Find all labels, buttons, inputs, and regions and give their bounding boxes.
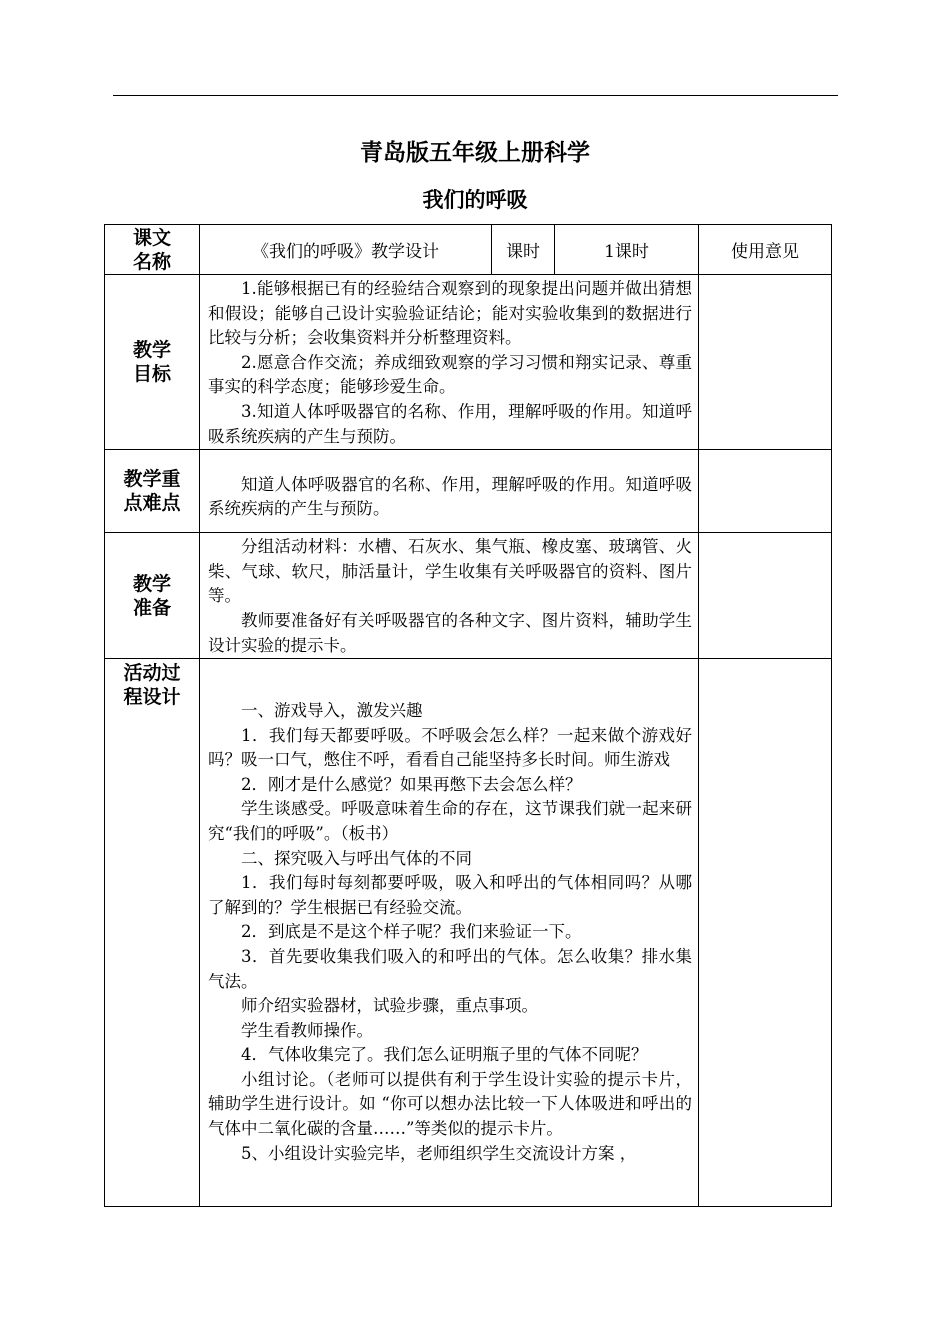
goals-paragraph: 1.能够根据已有的经验结合观察到的现象提出问题并做出猜想和假设；能够自己设计实验验证结论；能对实验收集到的数据进行比较与分析；会收集资料并分析整理资料。 [208, 279, 692, 348]
key-points-paragraph: 知道人体呼吸器官的名称、作用，理解呼吸的作用。知道呼吸系统疾病的产生与预防。 [208, 474, 692, 519]
key-points-feedback-cell [699, 450, 832, 533]
process-paragraph: 二、探究吸入与呼出气体的不同 [241, 848, 472, 868]
process-paragraph: 3．首先要收集我们吸入的和呼出的气体。怎么收集？排水集气法。 [208, 946, 692, 991]
goals-feedback-cell [699, 275, 832, 450]
period-value: 1课时 [555, 225, 699, 275]
preparation-paragraph: 教师要准备好有关呼吸器官的各种文字、图片资料，辅助学生设计实验的提示卡。 [208, 610, 692, 655]
process-paragraph: 2．到底是不是这个样子呢？我们来验证一下。 [241, 922, 582, 942]
document-title: 青岛版五年级上册科学 [360, 139, 590, 166]
lesson-name-label-line1: 课文 [132, 226, 171, 249]
goals-paragraph: 3.知道人体呼吸器官的名称、作用，理解呼吸的作用。知道呼吸系统疾病的产生与预防。 [208, 401, 692, 446]
goals-paragraph: 2.愿意合作交流；养成细致观察的学习习惯和翔实记录、尊重事实的科学态度；能够珍爱生命。 [208, 352, 692, 397]
header-row [105, 225, 832, 275]
key-points-label-line1: 教学重 [123, 468, 181, 491]
lesson-plan-table [104, 224, 832, 1207]
process-paragraph: 4．气体收集完了。我们怎么证明瓶子里的气体不同呢？ [241, 1045, 648, 1065]
process-paragraph: 2．刚才是什么感觉？如果再憋下去会怎么样？ [241, 774, 582, 794]
goals-label-line1: 教学 [132, 339, 171, 362]
process-feedback-cell [699, 659, 832, 1207]
goals-label-line2: 目标 [132, 363, 171, 386]
process-paragraph: 一、游戏导入，激发兴趣 [241, 700, 423, 720]
process-label-line1: 活动过 [123, 662, 181, 685]
process-paragraph: 5、小组设计实验完毕，老师组织学生交流设计方案 ， [241, 1143, 637, 1163]
process-paragraph: 师介绍实验器材，试验步骤，重点事项。 [241, 996, 538, 1016]
process-paragraph: 1．我们每天都要呼吸。不呼吸会怎么样？一起来做个游戏好吗？吸一口气，憋住不呼，看看自己能坚持多长时间。师生游戏 [208, 725, 692, 770]
key-points-row [105, 450, 832, 533]
process-paragraph: 小组讨论。（老师可以提供有利于学生设计实验的提示卡片，辅助学生进行设计。如 “你可以想办法比较一下人体吸进和呼出的气体中二氧化碳的含量……”等类似的提示卡片。 [208, 1069, 692, 1139]
preparation-label-line2: 准备 [132, 596, 171, 619]
preparation-content [200, 533, 699, 659]
period-label: 课时 [492, 225, 555, 275]
key-points-content [200, 450, 699, 533]
process-paragraph: 学生谈感受。呼吸意味着生命的存在，这节课我们就一起来研究“我们的呼吸”。（板书） [208, 799, 692, 843]
preparation-label-line1: 教学 [132, 572, 171, 595]
process-content [200, 659, 699, 1207]
preparation-row [105, 533, 832, 659]
process-paragraph: 学生看教师操作。 [241, 1020, 373, 1040]
process-label-line2: 程设计 [123, 686, 181, 709]
lesson-name-value: 《我们的呼吸》教学设计 [200, 225, 492, 275]
process-paragraph: 1．我们每时每刻都要呼吸，吸入和呼出的气体相同吗？从哪了解到的？学生根据已有经验交流。 [208, 873, 692, 917]
lesson-name-label-line2: 名称 [132, 250, 171, 273]
process-label [105, 659, 200, 1207]
goals-label [105, 275, 200, 450]
header-rule [113, 95, 838, 96]
document-subtitle: 我们的呼吸 [422, 187, 528, 212]
key-points-label [105, 450, 200, 533]
preparation-label [105, 533, 200, 659]
preparation-paragraph: 分组活动材料：水槽、石灰水、集气瓶、橡皮塞、玻璃管、火柴、气球、软尺，肺活量计，学生收集有关呼吸器官的资料、图片等。 [208, 537, 692, 606]
process-row [105, 659, 832, 1207]
feedback-label: 使用意见 [699, 225, 832, 275]
goals-row [105, 275, 832, 450]
goals-content [200, 275, 699, 450]
key-points-label-line2: 点难点 [123, 492, 181, 515]
preparation-feedback-cell [699, 533, 832, 659]
lesson-name-label [105, 225, 200, 275]
